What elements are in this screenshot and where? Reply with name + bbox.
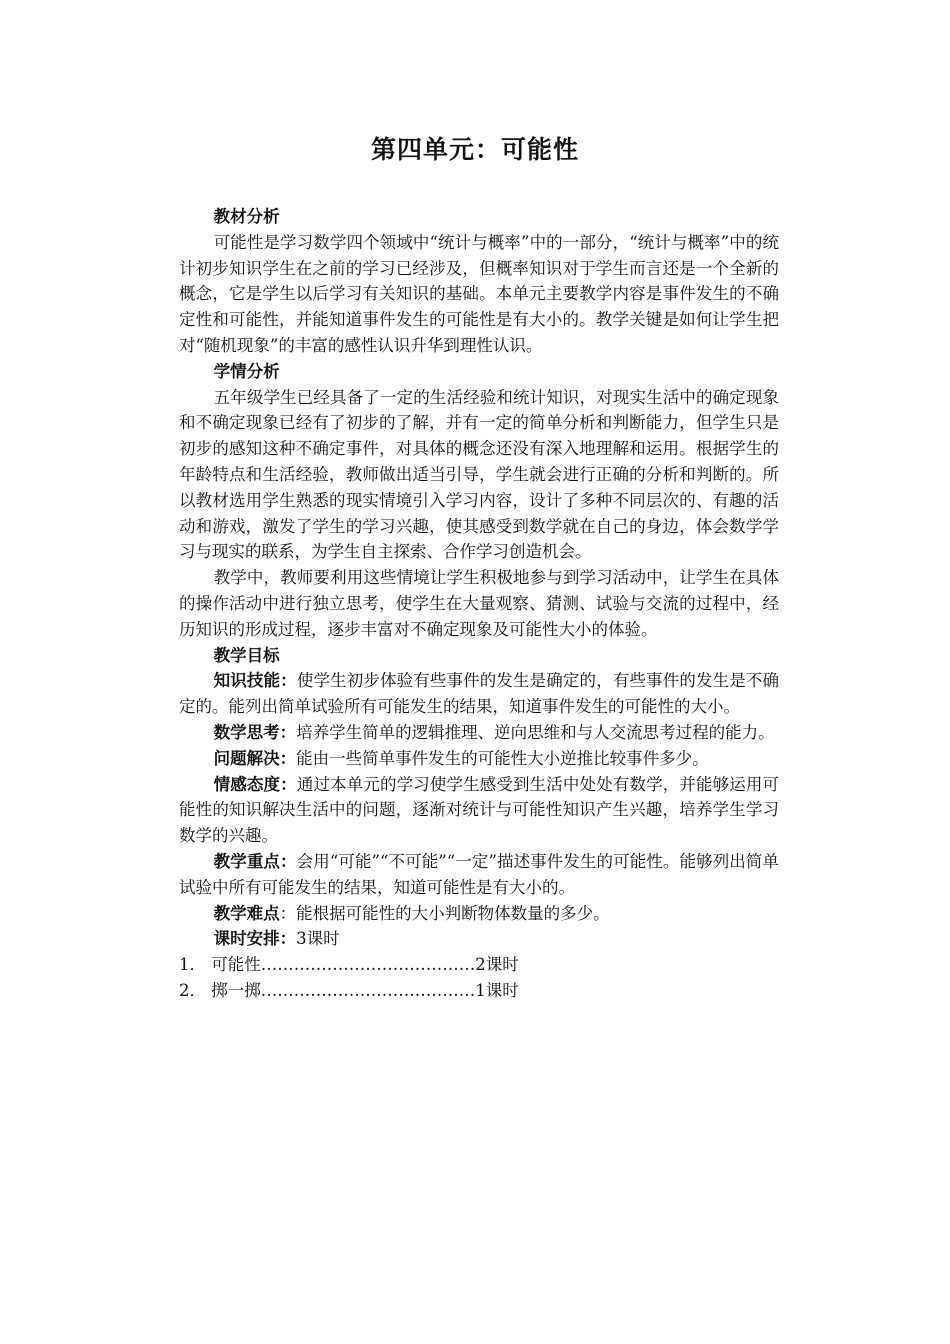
paragraph-student-analysis-2: 教学中，教师要利用这些情境让学生积极地参与到学习活动中，让学生在具体的操作活动中进行独立思考，使学生在大量观察、猜测、试验与交流的过程中，经历知识的形成过程，逐步丰富对不确定现象及可能性大小的体验。 <box>179 568 779 639</box>
page-title: 第四单元：可能性 <box>370 135 579 164</box>
goal-knowledge-text: 使学生初步体验有些事件的发生是确定的，有些事件的发生是不确定的。能列出简单试验所有可能发生的结果，知道事件发生的可能性的大小。 <box>179 671 780 717</box>
key-point-label: 教学重点： <box>213 851 297 871</box>
teaching-difficulty <box>179 901 779 927</box>
toc-item-2: 2． 掷一掷…………………………………1课时 <box>179 980 519 1000</box>
goal-thinking <box>179 720 779 746</box>
paragraph-student-analysis-1: 五年级学生已经具备了一定的生活经验和统计知识，对现实生活中的确定现象和不确定现象已经有了初步的了解，并有一定的简单分析和判断能力，但学生只是初步的感知这种不确定事件，对具体的概念还没有深入地理解和运用。根据学生的年龄特点和生活经验，教师做出适当引导，学生就会进行正确的分析和判断的。所以教材选用学生熟悉的现实情境引入学习内容，设计了多种不同层次的、有趣的活动和游戏，激发了学生的学习兴趣，使其感受到数学就在自己的身边，体会数学学习与现实的联系，为学生自主探索、合作学习创造机会。 <box>179 387 779 562</box>
schedule-text: 3课时 <box>296 929 340 949</box>
goal-thinking-label: 数学思考： <box>213 722 297 742</box>
goal-knowledge-label: 知识技能： <box>213 671 297 691</box>
difficulty-text: ：能根据可能性的大小判断物体数量的多少。 <box>279 903 610 923</box>
goal-thinking-text: 培养学生简单的逻辑推理、逆向思维和与人交流思考过程的能力。 <box>296 722 775 742</box>
schedule-label: 课时安排： <box>213 929 297 949</box>
key-point-text: 会用“可能”“不可能”“一定”描述事件发生的可能性。能够列出简单试验中所有可能发生的结果，知道可能性是有大小的。 <box>179 851 779 897</box>
goal-knowledge <box>179 668 779 720</box>
teaching-key-point <box>179 849 779 901</box>
section-heading-student: 学情分析 <box>213 361 280 381</box>
goal-problem-label: 问题解决： <box>213 748 297 768</box>
goal-problem-text: 能由一些简单事件发生的可能性大小逆推比较事件多少。 <box>296 748 709 768</box>
goal-emotion-label: 情感态度： <box>213 774 297 794</box>
difficulty-label: 教学难点 <box>213 903 280 923</box>
goal-emotion <box>179 772 779 849</box>
goal-emotion-text: 通过本单元的学习使学生感受到生活中处处有数学，并能够运用可能性的知识解决生活中的问题，逐渐对统计与可能性知识产生兴趣，培养学生学习数学的兴趣。 <box>179 774 780 846</box>
toc-item-1: 1． 可能性…………………………………2课时 <box>179 955 519 975</box>
section-heading-material: 教材分析 <box>213 207 280 226</box>
goal-problem <box>179 746 779 772</box>
section-heading-goals: 教学目标 <box>213 645 280 665</box>
paragraph-material-analysis: 可能性是学习数学四个领域中“统计与概率”中的一部分，“统计与概率”中的统计初步知识学生在之前的学习已经涉及，但概率知识对于学生而言还是一个全新的概念，它是学生以后学习有关知识的基础。本单元主要教学内容是事件发生的不确定性和可能性，并能知道事件发生的可能性是有大小的。教学关键是如何让学生把对“随机现象”的丰富的感性认识升华到理性认识。 <box>179 232 779 355</box>
document-body <box>179 204 779 1004</box>
schedule <box>179 926 779 952</box>
